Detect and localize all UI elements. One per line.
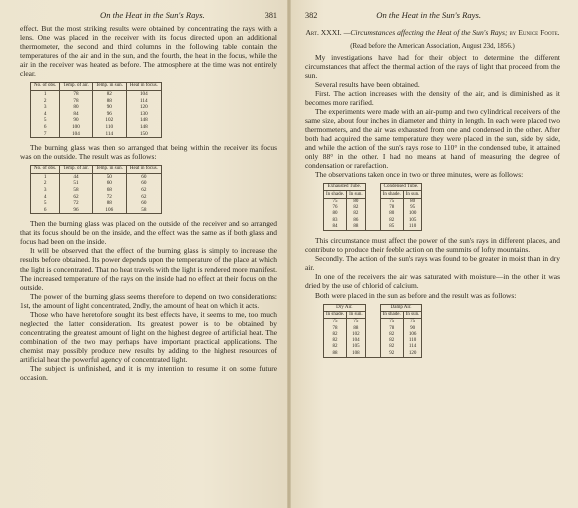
table-cell: 1: [31, 173, 60, 180]
table-cell: 3: [31, 104, 60, 111]
right-paragraph-3: First. The action increases with the density of the air, and is diminished as it becomes more rarified.: [305, 88, 560, 107]
table-cell: 75: [324, 319, 347, 326]
table-cell: 4: [31, 111, 60, 118]
table-group-header: Dry Air.: [324, 304, 366, 311]
table-cell: 78: [324, 325, 347, 331]
table-row: [31, 194, 162, 201]
table-cell: 58: [126, 207, 161, 214]
table-group-header: Condensed Tube.: [380, 184, 422, 191]
article-heading: [305, 28, 560, 38]
focus-table-1: [30, 82, 162, 138]
table-header: Temp. in sun.: [92, 83, 126, 91]
table-cell: 82: [324, 344, 347, 350]
right-paragraph-6: This circumstance must affect the power of the sun's rays in different places, and contribute to produce their feeble action on the summits of lofty mountains.: [305, 236, 560, 255]
table-cell: 83: [324, 218, 347, 224]
tube-table: [323, 183, 422, 231]
table-header: In sun.: [403, 311, 422, 318]
table-cell: 105: [347, 344, 366, 350]
table-cell: 86: [347, 218, 366, 224]
table-group-header: Damp Air.: [380, 304, 422, 311]
table-row: [31, 111, 162, 118]
table-cell: 92: [380, 351, 403, 358]
table-cell: 80: [324, 211, 347, 217]
table-header: Heat in focus.: [126, 166, 161, 174]
table-cell: 78: [60, 97, 92, 104]
table-cell: 82: [380, 344, 403, 350]
left-paragraph-4: It will be observed that the effect of the burning glass is simply to increase the results before obtained. Its power depends upon the temperature of the place at which the light is concentrated. That no heat travels with the light is rendered more manifest. The increased temperature of the rays on the inside had no effect at their focus on the outside.: [20, 246, 277, 292]
right-paragraph-1: My investigations have had for their object to determine the different circumstances that affect the thermal action of the rays of light that proceed from the sun.: [305, 52, 560, 80]
table-cell: 60: [126, 173, 161, 180]
table-cell: 104: [347, 338, 366, 344]
table-cell: 82: [380, 218, 403, 224]
table-cell: 5: [31, 200, 60, 207]
table-row: [31, 180, 162, 187]
table-cell: 148: [126, 124, 161, 131]
table-cell: 68: [92, 187, 126, 194]
table-cell: 51: [60, 180, 92, 187]
table-header: In sun.: [403, 191, 422, 198]
table-cell: 102: [92, 117, 126, 124]
left-paragraph-5: The power of the burning glass seems therefore to depend on two considerations: 1st, the amount of light concentrated, 2ndly, the amount of heat on which it acts.: [20, 291, 277, 310]
table-cell: 76: [324, 205, 347, 211]
table-cell: 114: [403, 344, 422, 350]
table-cell: 82: [380, 332, 403, 338]
right-paragraph-4: The experiments were made with an air-pump and two cylindrical receivers of the same size, about four inches in diameter and thirty in length. In each were placed two thermometers, and the air was exhausted from one and condensed in the other. After both had acquired the same temperature they were placed in the sun, side by side, and while the action of the sun's rays rose to 110° in the condensed tube, it attained only 88° in the other. I had no means at hand of measuring the degree of condensation or rarefaction.: [305, 106, 560, 171]
table-row: [31, 207, 162, 214]
table-cell: 106: [92, 207, 126, 214]
table-separator: [365, 184, 380, 191]
article-title: —Circumstances affecting the Heat of the Sun's Rays;: [343, 28, 508, 37]
table-cell: 82: [92, 90, 126, 97]
table-cell: 2: [31, 180, 60, 187]
table-cell: 75: [380, 198, 403, 205]
table-header: In shade.: [324, 311, 347, 318]
table-cell: 72: [60, 200, 92, 207]
table-cell: 6: [31, 124, 60, 131]
table-cell: 58: [60, 187, 92, 194]
table-cell: 60: [126, 180, 161, 187]
table-row: [31, 104, 162, 111]
table-cell: 82: [347, 205, 366, 211]
table-header-row: [31, 83, 162, 91]
table-row: [324, 224, 422, 231]
table-cell: 75: [403, 319, 422, 326]
table-cell: 88: [92, 200, 126, 207]
table-cell: 88: [347, 325, 366, 331]
table-cell: 4: [31, 194, 60, 201]
article-author: by Eunice Foote.: [509, 28, 560, 37]
table-cell: 75: [380, 319, 403, 326]
table-cell: 3: [31, 187, 60, 194]
table-cell: 78: [60, 90, 92, 97]
table-cell: 108: [347, 351, 366, 358]
table-cell: 60: [92, 180, 126, 187]
table-cell: 7: [31, 130, 60, 137]
table-cell: 120: [403, 351, 422, 358]
table-cell: 96: [92, 111, 126, 118]
table-cell: 75: [324, 198, 347, 205]
table-header: In sun.: [347, 311, 366, 318]
table-cell: 78: [380, 205, 403, 211]
table-header: In shade.: [380, 311, 403, 318]
table-cell: 105: [403, 218, 422, 224]
table-row: [31, 97, 162, 104]
table-separator: [365, 311, 380, 318]
table-header-row: [324, 311, 422, 318]
right-paragraph-2: Several results have been obtained.: [315, 79, 420, 89]
table-group-header-row: [324, 184, 422, 191]
table-cell: 110: [403, 338, 422, 344]
left-paragraph-7: The subject is unfinished, and it is my intention to resume it on some future occasion.: [20, 364, 277, 383]
table-cell: 102: [347, 332, 366, 338]
table-header: No. of obs.: [31, 166, 60, 174]
table-cell: 88: [324, 351, 347, 358]
table-header: In sun.: [347, 191, 366, 198]
table-header-row: [31, 166, 162, 174]
table-cell: 120: [126, 104, 161, 111]
table-cell: 62: [60, 194, 92, 201]
table-cell: 88: [347, 224, 366, 231]
table-header-row: [324, 191, 422, 198]
table-cell: 96: [60, 207, 92, 214]
table-cell: 110: [403, 224, 422, 231]
table-row: [324, 351, 422, 358]
table-header: Temp. of air.: [60, 83, 92, 91]
left-paragraph-2: The burning glass was then so arranged that being within the receiver its focus was on the outside. The result was as follows:: [20, 143, 277, 162]
table-cell: 150: [126, 130, 161, 137]
table-cell: 110: [92, 124, 126, 131]
table-cell: 5: [31, 117, 60, 124]
table-cell: 50: [92, 173, 126, 180]
table-cell: 44: [60, 173, 92, 180]
table-separator: [365, 224, 380, 231]
left-running-head: [20, 8, 277, 24]
table-cell: 82: [324, 338, 347, 344]
air-table: [323, 304, 422, 358]
table-cell: 82: [324, 332, 347, 338]
table-cell: 84: [60, 111, 92, 118]
left-running-head-title: On the Heat in the Sun's Rays.: [100, 10, 205, 20]
book-gutter: [287, 0, 291, 508]
table-separator: [365, 351, 380, 358]
table-separator: [365, 198, 380, 205]
focus-table-2: [30, 165, 162, 214]
table-cell: 114: [126, 97, 161, 104]
table-cell: 6: [31, 207, 60, 214]
table-cell: 60: [126, 200, 161, 207]
table-row: [31, 173, 162, 180]
read-note: (Read before the American Association, August 23d, 1856.): [350, 42, 515, 50]
table-cell: 104: [126, 90, 161, 97]
table-header: No. of obs.: [31, 83, 60, 91]
table-cell: 80: [347, 198, 366, 205]
table-cell: 84: [324, 224, 347, 231]
table-cell: 90: [403, 325, 422, 331]
table-cell: 72: [92, 194, 126, 201]
table-header: Heat in focus.: [126, 83, 161, 91]
table-cell: 62: [126, 194, 161, 201]
table-cell: 100: [60, 124, 92, 131]
table-row: [31, 187, 162, 194]
left-paragraph-1: effect. But the most striking results were obtained by concentrating the rays with a lens. One was placed in the receiver with its focus directed upon an additional thermometer, the second and third columns in the following table contain the temperatures of the air and in the sun, and the fourth, the heat in the focus, while the air in the receiver was heated as before. The atmosphere at the time was not entirely clear.: [20, 24, 277, 79]
right-paragraph-5: The observations taken once in two or three minutes, were as follows:: [315, 170, 524, 180]
table-group-header: Exhausted Tube.: [324, 184, 366, 191]
table-cell: 85: [380, 224, 403, 231]
table-cell: 95: [403, 205, 422, 211]
table-cell: 130: [126, 111, 161, 118]
table-cell: 82: [380, 338, 403, 344]
table-cell: 80: [403, 198, 422, 205]
table-header: In shade.: [324, 191, 347, 198]
table-group-header-row: [324, 304, 422, 311]
table-cell: 100: [403, 211, 422, 217]
table-row: [31, 117, 162, 124]
table-header: In shade.: [380, 191, 403, 198]
table-cell: 80: [60, 104, 92, 111]
table-cell: 88: [92, 97, 126, 104]
table-header: Temp. of air.: [60, 166, 92, 174]
table-row: [31, 130, 162, 137]
table-cell: 82: [347, 211, 366, 217]
right-page: [289, 0, 578, 508]
table-row: [324, 319, 422, 326]
table-row: [31, 124, 162, 131]
left-page-number: 381: [264, 11, 277, 20]
table-cell: 104: [60, 130, 92, 137]
right-paragraph-9: Both were placed in the sun as before and the result was as follows:: [315, 290, 517, 300]
table-cell: 90: [92, 104, 126, 111]
table-cell: 90: [60, 117, 92, 124]
table-row: [31, 200, 162, 207]
table-row: [31, 90, 162, 97]
table-cell: 114: [92, 130, 126, 137]
table-cell: 106: [403, 332, 422, 338]
table-separator: [365, 304, 380, 311]
table-cell: 78: [380, 325, 403, 331]
right-paragraph-8: In one of the receivers the air was saturated with moisture—in the other it was dried by the use of chlorid of calcium.: [305, 272, 560, 291]
table-cell: 62: [126, 187, 161, 194]
left-paragraph-3: Then the burning glass was placed on the outside of the receiver and so arranged that its focus should be on the inside, and the effect was the same as if both glass and focus had been on the inside.: [20, 219, 277, 247]
right-running-head: [305, 8, 560, 24]
table-cell: 2: [31, 97, 60, 104]
article-label: Art. XXXI.: [305, 28, 342, 37]
table-header: Temp. in sun.: [92, 166, 126, 174]
table-cell: 75: [347, 319, 366, 326]
right-page-number: 382: [305, 11, 318, 20]
right-running-head-title: On the Heat in the Sun's Rays.: [376, 10, 481, 20]
table-separator: [365, 319, 380, 326]
left-paragraph-6: Those who have heretofore sought its best effects have, it seems to me, too much neglected the latter consideration. Its greatest power is to be obtained by concentrating the greatest amount of light on the highest degree of artificial heat. The combination of the two may perhaps have important practical applications. The chemist may possibly produce new results by adding to the highest resources of artificial heat the powerful agency of concentrated light.: [20, 309, 277, 364]
table-separator: [365, 191, 380, 198]
table-cell: 1: [31, 90, 60, 97]
table-cell: 80: [380, 211, 403, 217]
table-row: [324, 198, 422, 205]
table-cell: 148: [126, 117, 161, 124]
right-paragraph-7: Secondly. The action of the sun's rays was found to be greater in moist than in dry air.: [305, 254, 560, 273]
